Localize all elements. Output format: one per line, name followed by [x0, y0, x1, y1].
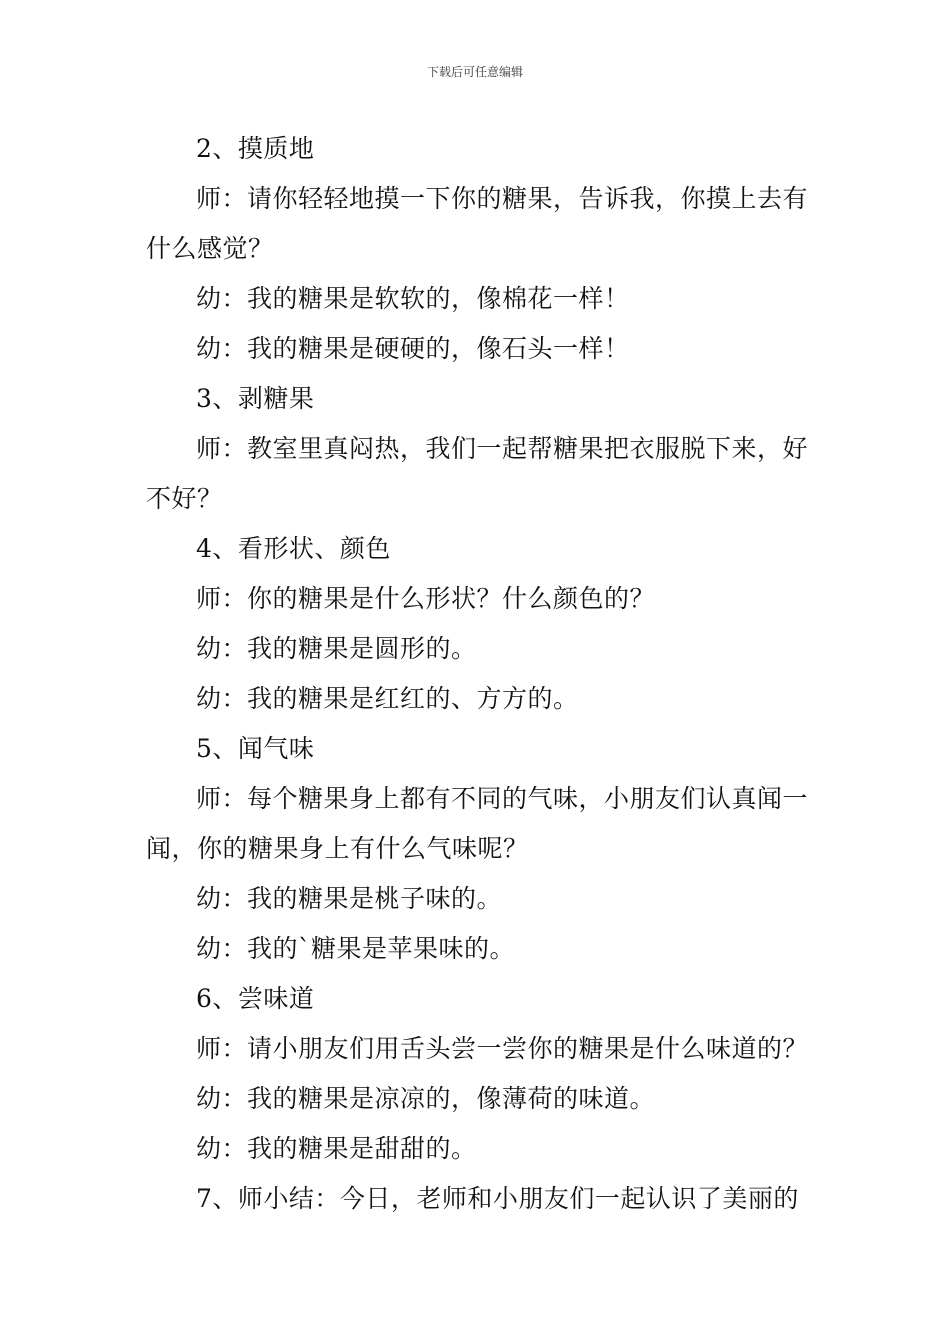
- section-heading-smell: 5、闻气味: [196, 734, 315, 763]
- section-heading-unwrap: 3、剥糖果: [196, 384, 315, 413]
- child-line: 幼：我的糖果是红红的、方方的。: [196, 684, 579, 713]
- teacher-line: 师：你的糖果是什么形状？什么颜色的？: [196, 584, 656, 613]
- section-heading-shape-color: 4、看形状、颜色: [196, 534, 391, 563]
- child-line: 幼：我的糖果是圆形的。: [196, 634, 477, 663]
- section-heading-touch: 2、摸质地: [196, 134, 315, 163]
- child-line: 幼：我的糖果是桃子味的。: [196, 884, 503, 913]
- teacher-line: 师：请你轻轻地摸一下你的糖果，告诉我，你摸上去有什么感觉？: [146, 184, 809, 263]
- child-line: 幼：我的糖果是凉凉的，像薄荷的味道。: [196, 1084, 656, 1113]
- child-line: 幼：我的糖果是甜甜的。: [196, 1134, 477, 1163]
- document-body: [146, 124, 810, 1224]
- section-heading-taste: 6、尝味道: [196, 984, 315, 1013]
- child-line: 幼：我的糖果是硬硬的，像石头一样！: [196, 334, 630, 363]
- page-header: 下载后可任意编辑: [426, 65, 523, 79]
- teacher-line: 师：每个糖果身上都有不同的气味，小朋友们认真闻一闻，你的糖果身上有什么气味呢？: [146, 784, 809, 863]
- teacher-line: 师：请小朋友们用舌头尝一尝你的糖果是什么味道的？: [196, 1034, 809, 1063]
- teacher-line: 师：教室里真闷热，我们一起帮糖果把衣服脱下来，好不好？: [146, 434, 809, 513]
- section-heading-summary: 7、师小结：今日，老师和小朋友们一起认识了美丽的: [196, 1184, 799, 1213]
- child-line: 幼：我的`糖果是苹果味的。: [196, 934, 516, 963]
- child-line: 幼：我的糖果是软软的，像棉花一样！: [196, 284, 630, 313]
